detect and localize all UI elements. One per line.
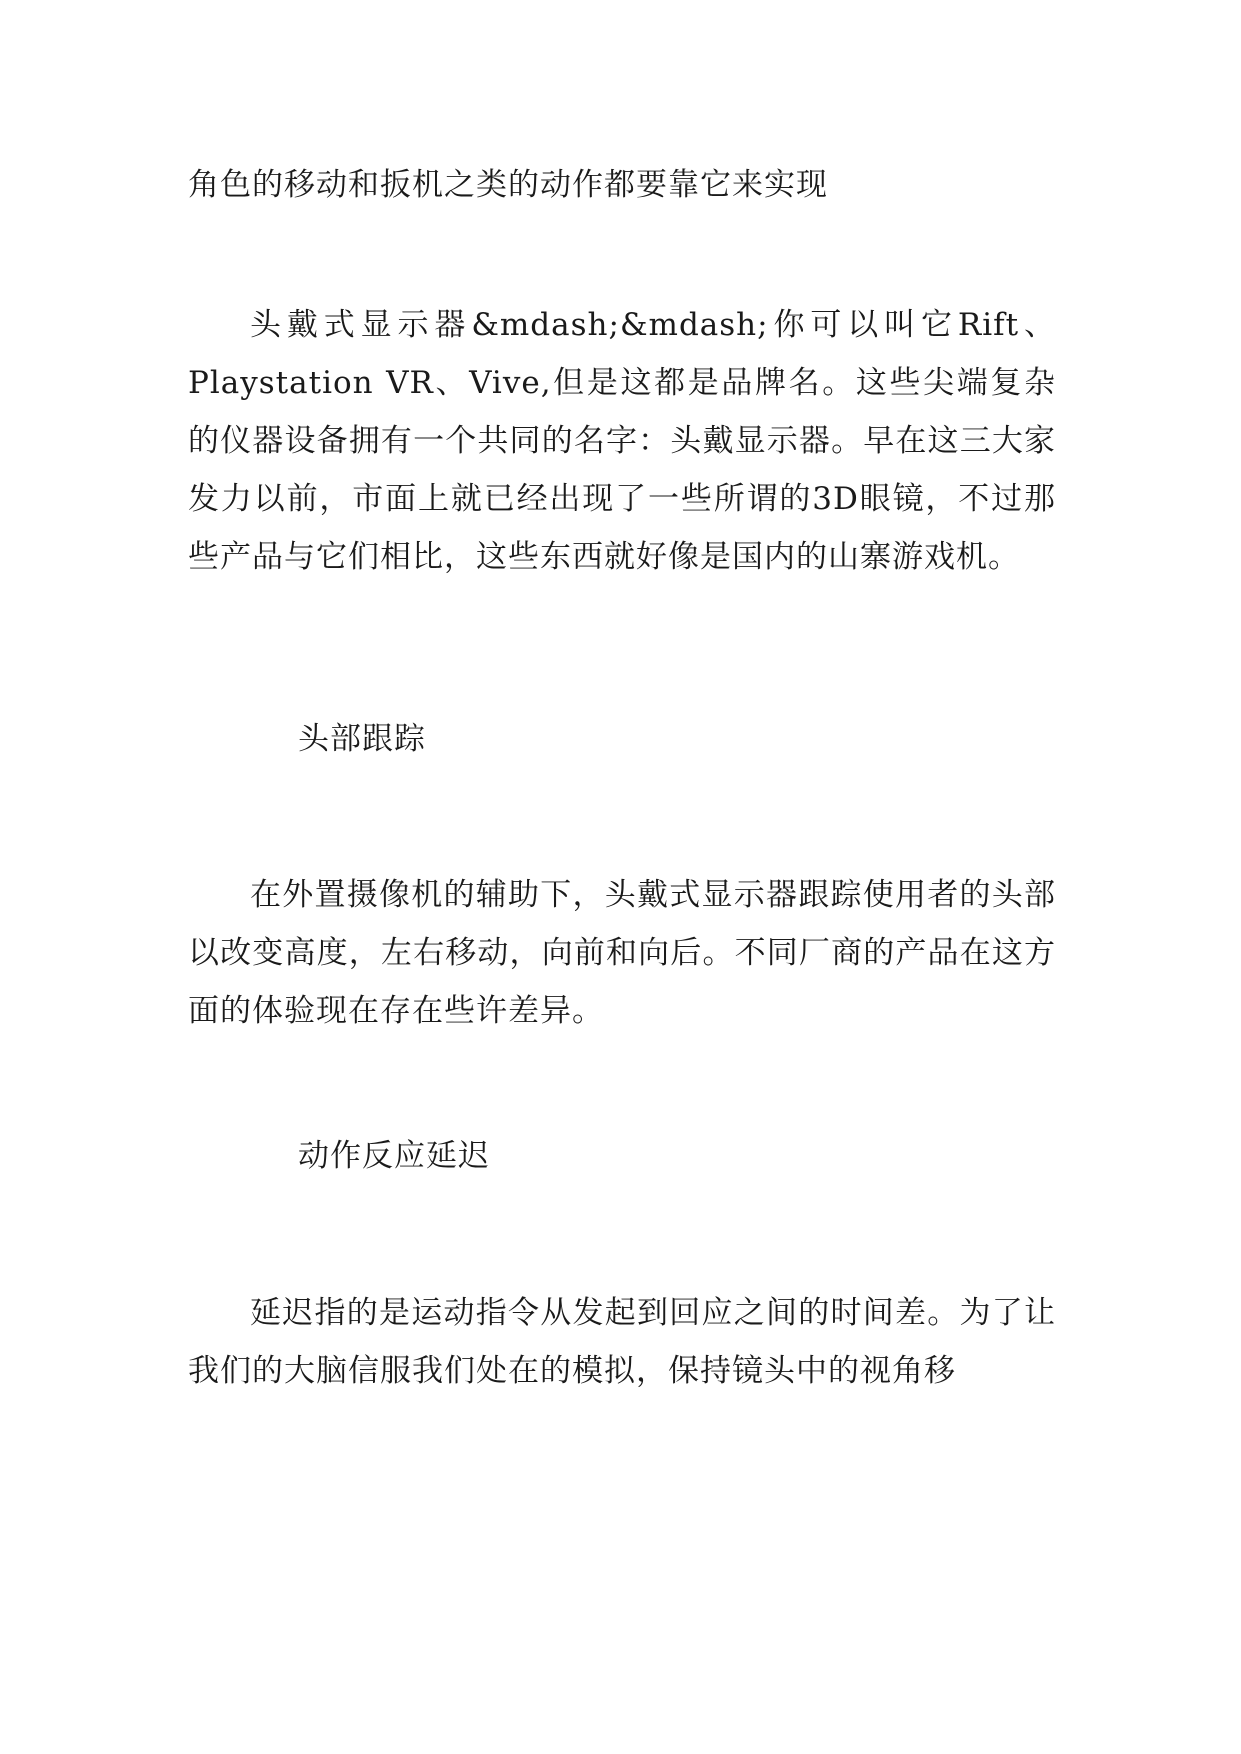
paragraph-latency: 延迟指的是运动指令从发起到回应之间的时间差。为了让我们的大脑信服我们处在的模拟，保持镜头中的视角移 [188,1295,1056,1389]
section-heading-head-tracking: 头部跟踪 [298,721,426,757]
paragraph-head-tracking: 在外置摄像机的辅助下，头戴式显示器跟踪使用者的头部以改变高度，左右移动，向前和向后。不同厂商的产品在这方面的体验现在存在些许差异。 [188,877,1056,1029]
text-line-continuation: 角色的移动和扳机之类的动作都要靠它来实现 [188,167,828,203]
paragraph-head-mounted-display: 头戴式显示器&mdash;&mdash;你可以叫它Rift、Playstation VR、Vive,但是这都是品牌名。这些尖端复杂的仪器设备拥有一个共同的名字：头戴显示器。早在这三大家发力以前，市面上就已经出现了一些所谓的3D眼镜，不过那些产品与它们相比，这些东西就好像是国内的山寨游戏机。 [188,307,1056,575]
section-heading-latency: 动作反应延迟 [298,1138,490,1174]
